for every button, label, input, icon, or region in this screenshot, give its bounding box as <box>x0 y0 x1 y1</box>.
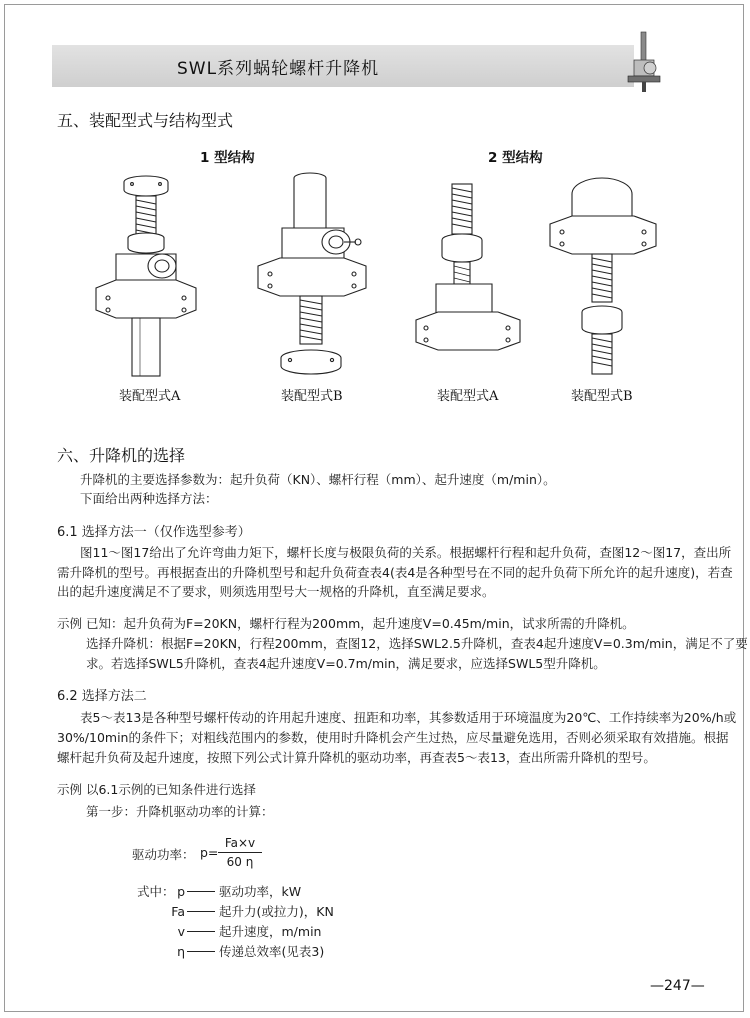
var-symbol: Fa <box>171 904 185 919</box>
page-number: —247— <box>650 978 705 994</box>
formula-lhs: p= <box>200 845 219 860</box>
example-1-line-2: 选择升降机：根据F=20KN，行程200mm，查图12，选择SWL2.5升降机，查表4起升速度V=0.3m/min，满足不了要 <box>86 636 748 651</box>
caption-type1-b: 装配型式B <box>281 389 343 404</box>
var-dash <box>187 911 215 912</box>
var-description: 起升速度，m/min <box>219 924 322 939</box>
method-1-line-2: 需升降机的型号。再根据查出的升降机型号和起升负荷查表4(表4是各种型号在不同的起升负荷下所允许的起升速度)，若查 <box>57 565 733 580</box>
var-dash <box>187 931 215 932</box>
section-5-title: 五、装配型式与结构型式 <box>57 111 234 130</box>
var-symbol: η <box>177 944 185 959</box>
caption-type2-a: 装配型式A <box>437 389 499 404</box>
method-2-line-1: 表5～表13是各种型号螺杆传动的许用起升速度、扭距和功率，其参数适用于环境温度为20℃、工作持续率为20%/h或 <box>80 710 737 725</box>
example-1-line-3: 求。若选择SWL5升降机，查表4起升速度V=0.7m/min，满足要求，应选择SWL5型升降机。 <box>86 656 606 671</box>
example-1-line-1: 示例 已知：起升负荷为F=20KN，螺杆行程为200mm，起升速度V=0.45m/min，试求所需的升降机。 <box>57 616 635 631</box>
var-dash <box>187 951 215 952</box>
var-dash <box>187 891 215 892</box>
example-2-line-1: 示例 以6.1示例的已知条件进行选择 <box>57 782 256 797</box>
caption-type1-a: 装配型式A <box>119 389 181 404</box>
formula-numerator: Fa×v <box>224 836 256 850</box>
type1-heading: 1 型结构 <box>200 150 255 166</box>
method-2-title: 6.2 选择方法二 <box>57 689 147 704</box>
where-label: 式中： <box>137 884 175 899</box>
type1-assembly-a-drawing <box>92 170 202 380</box>
header-title: SWL系列蜗轮螺杆升降机 <box>177 59 380 79</box>
method-1-title: 6.1 选择方法一（仅作选型参考） <box>57 525 251 540</box>
type1-assembly-b-drawing <box>254 170 374 385</box>
var-description: 传递总效率(见表3) <box>219 944 325 959</box>
var-symbol: p <box>177 884 185 899</box>
var-symbol: v <box>177 924 185 939</box>
formula-label: 驱动功率： <box>132 847 195 862</box>
formula-denominator: 60 η <box>226 855 254 869</box>
var-description: 起升力(或拉力)，KN <box>219 904 334 919</box>
type2-assembly-a-drawing <box>412 180 532 380</box>
method-1-line-3: 出的起升速度满足不了要求，则须选用型号大一规格的升降机，直至满足要求。 <box>57 584 495 599</box>
fraction-bar <box>218 852 262 853</box>
intro-line-2: 下面给出两种选择方法： <box>80 491 218 506</box>
caption-type2-b: 装配型式B <box>571 389 633 404</box>
type2-assembly-b-drawing <box>546 172 666 382</box>
method-2-line-2: 30%/10min的条件下；对粗线范围内的参数，使用时升降机会产生过热，应尽量避免选用，否则必须采取有效措施。根据 <box>57 730 729 745</box>
type2-heading: 2 型结构 <box>488 150 543 166</box>
intro-line-1: 升降机的主要选择参数为：起升负荷（KN）、螺杆行程（mm）、起升速度（m/min）。 <box>80 472 556 487</box>
lift-logo-icon <box>620 28 668 92</box>
section-6-title: 六、升降机的选择 <box>57 446 186 465</box>
method-2-line-3: 螺杆起升负荷及起升速度，按照下列公式计算升降机的驱动功率，再查表5～表13，查出所需升降机的型号。 <box>57 750 656 765</box>
example-2-line-2: 第一步：升降机驱动功率的计算： <box>86 804 274 819</box>
method-1-line-1: 图11～图17给出了允许弯曲力矩下，螺杆长度与极限负荷的关系。根据螺杆行程和起升负荷，查图12～图17，查出所 <box>80 545 732 560</box>
var-description: 驱动功率，kW <box>219 884 302 899</box>
